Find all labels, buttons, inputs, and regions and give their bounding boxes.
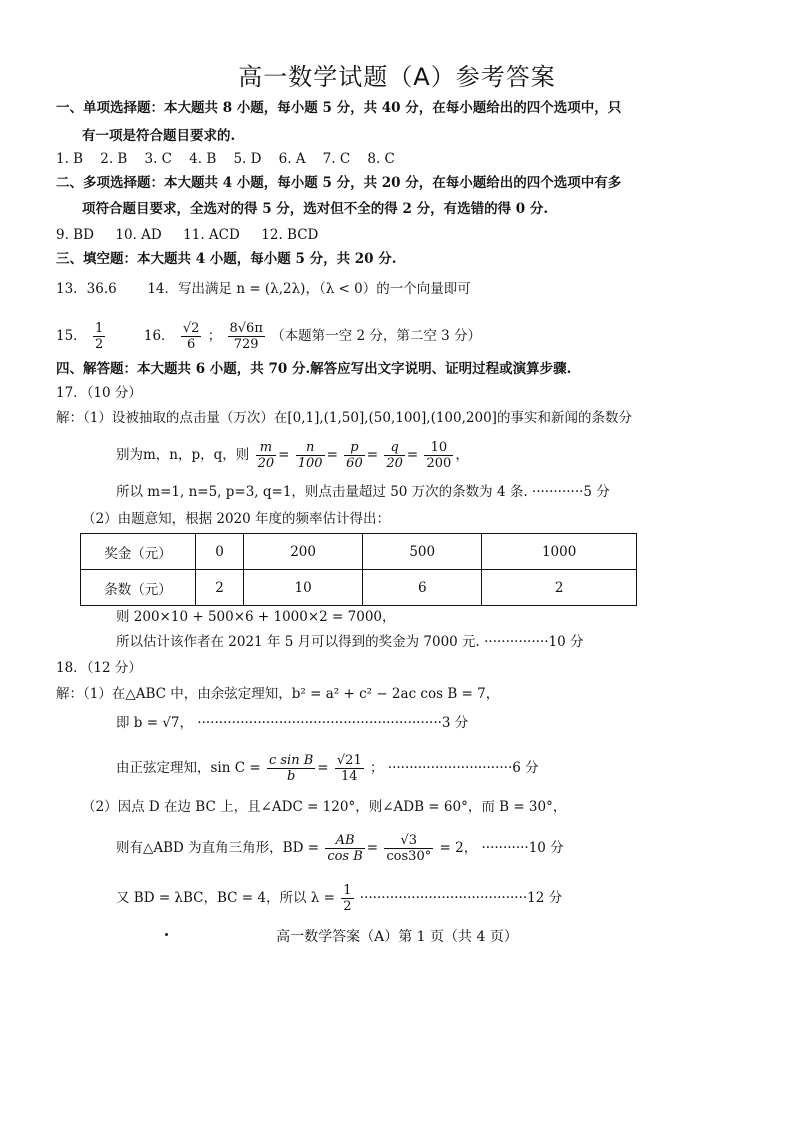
q17-f2-den: 100: [297, 456, 323, 471]
q17-fraction-q: [384, 440, 405, 471]
answer-15-label: 15．: [56, 328, 87, 344]
q18-f3-den: cos B: [327, 849, 363, 864]
q18-line5: 则有△ABD 为直角三角形，BD = $\frac{AB}{\text{cos B}}$ = $\frac{√3}{\cos 30^\circ}$ = 2， ···········10 分: [116, 833, 564, 864]
table-cell: 2: [482, 570, 637, 606]
section4-heading: 四、解答题：本大题共 6 小题，共 70 分.解答应写出文字说明、证明过程或演算步骤.: [56, 361, 572, 377]
q17-line1: 解：（1）设被抽取的点击量（万次）在[0,1],(1,50],(50,100],(100,200]的事实和新闻的条数分: [56, 410, 632, 426]
q17-heading: 17．（10 分）: [56, 385, 142, 401]
prize-frequency-table: [80, 533, 637, 606]
page-title: 高一数学试题（A）参考答案: [238, 63, 556, 91]
answer-15-16: 15． $\frac{1}{2}$ 16． $\frac{√2}{6}$ ； $\frac{8√6\pi}{729}$ （本题第一空 2 分，第二空 3 分）: [56, 321, 482, 352]
section1-answers: 1. B 2. B 3. C 4. B 5. D 6. A 7. C 8. C: [56, 151, 395, 167]
q17-line4: （2）由题意知，根据 2020 年度的频率估计得出：: [82, 511, 391, 527]
q17-f3-den: 60: [346, 456, 363, 471]
q18-bd-fraction: [325, 833, 364, 864]
q18-f4-den: cos30°: [386, 849, 432, 864]
q18-line2: 即 b = √7， ·························································3 分: [116, 715, 469, 731]
answer-15-fraction: [93, 321, 105, 352]
section1-heading-cont: 有一项是符合题目要求的.: [82, 128, 236, 144]
q18-f1-den: b: [286, 769, 296, 784]
q18-line5-text: 则有△ABD 为直角三角形，BD =: [116, 840, 320, 856]
section2-heading: 二、多项选择题：本大题共 4 小题，每小题 5 分，共 20 分，在每小题给出的四个选项中有多: [56, 175, 622, 191]
answer-16-note: （本题第一空 2 分，第二空 3 分）: [271, 328, 482, 344]
q17-f1-num: m: [256, 440, 277, 456]
q18-lambda-fraction: [341, 883, 353, 914]
q18-heading: 18．（12 分）: [56, 660, 142, 676]
section3-heading: 三、填空题：本大题共 4 小题，每小题 5 分，共 20 分.: [56, 251, 397, 267]
q18-sinc-value: [335, 753, 364, 784]
q17-f4-num: q: [384, 440, 405, 456]
answer-14-vector: n = (λ,2λ)，（λ < 0）的一个向量即可: [236, 281, 471, 297]
q18-sine-fraction: [267, 753, 315, 784]
table-cell: 10: [244, 570, 363, 606]
table-cell: 1000: [482, 534, 637, 570]
table-row: [81, 570, 637, 606]
q17-f5-num: 10: [424, 440, 453, 456]
table-cell: 200: [244, 534, 363, 570]
q17-f5-den: 200: [426, 456, 452, 471]
section1-heading: 一、单项选择题：本大题共 8 小题，每小题 5 分，共 40 分，在每小题给出的四个选项中，只: [56, 100, 622, 116]
answer-14-prefix: 14．写出满足: [147, 281, 233, 297]
q17-f3-num: p: [344, 440, 365, 456]
answer-16a-denominator: 6: [186, 337, 196, 352]
q17-f1-den: 20: [257, 456, 275, 471]
q17-f2-num: n: [296, 440, 325, 456]
q17-fraction-m: [256, 440, 277, 471]
q18-f2-den: 14: [341, 769, 358, 784]
q17-line3: 所以 m=1, n=5, p=3, q=1，则点击量超过 50 万次的条数为 4 条. ············5 分: [116, 484, 610, 500]
q17-fraction-p: [344, 440, 365, 471]
q17-f4-den: 20: [386, 456, 403, 471]
table-cell: 2: [196, 570, 244, 606]
table-cell: 0: [196, 534, 244, 570]
q18-f1-num: c sin B: [268, 753, 314, 768]
q18-line6-text: 又 BD = λBC，BC = 4，所以 λ =: [116, 890, 335, 906]
q18-line3-score: ； ·····························6 分: [370, 760, 539, 776]
answer-16b-numerator: 8√6π: [229, 321, 263, 336]
answer-16-second-fraction: [228, 321, 265, 352]
q18-line3-text: 由正弦定理知，sin C =: [116, 760, 261, 776]
q17-fraction-n: [296, 440, 325, 471]
q18-f3-num: AB: [325, 833, 364, 849]
table-cell: 500: [363, 534, 482, 570]
q18-f2-num: √21: [336, 753, 362, 768]
q18-line4: （2）因点 D 在边 BC 上，且∠ADC = 120°，则∠ADB = 60°，而 B = 30°，: [82, 799, 567, 815]
section2-answers: 9. BD 10. AD 11. ACD 12. BCD: [56, 227, 319, 243]
q18-line6-score: ·······································12 分: [359, 890, 563, 906]
q18-line5-score: = 2， ···········10 分: [439, 840, 564, 856]
table-cell: 奖金（元）: [81, 534, 196, 570]
answer-16b-denominator: 729: [233, 337, 259, 352]
q18-f4-num: √3: [384, 833, 433, 849]
answer-13: 13．36.6: [56, 281, 117, 297]
section2-heading-cont: 项符合题目要求，全选对的得 5 分，选对但不全的得 2 分，有选错的得 0 分.: [82, 201, 549, 217]
q17-fraction-total: [424, 440, 453, 471]
answer-15-numerator: 1: [94, 321, 104, 336]
page-footer: 高一数学答案（A）第 1 页（共 4 页）: [276, 929, 518, 945]
q18-line6: [116, 878, 562, 918]
q18-f5-num: 1: [343, 883, 352, 898]
q18-line1: 解：（1）在△ABC 中，由余弦定理知，b² = a² + c² − 2ac cos B = 7，: [56, 686, 500, 702]
answer-13-14: [56, 279, 471, 299]
q17-line5: 则 200×10 + 500×6 + 1000×2 = 7000，: [116, 609, 396, 625]
q18-bd-value: [384, 833, 433, 864]
answer-16a-numerator: √2: [182, 321, 200, 336]
table-cell: 6: [363, 570, 482, 606]
answer-15-denominator: 2: [94, 337, 104, 352]
table-row: [81, 534, 637, 570]
q18-f5-den: 2: [343, 899, 352, 914]
q17-line2: 别为m，n，p，q，则 $\frac{m}{20}$ = $\frac{n}{100}$ = $\frac{p}{60}$ = $\frac{q}{20}$ = $\frac{10}{200}$ ，: [116, 440, 469, 471]
answer-16-first-fraction: [181, 321, 202, 352]
q17-line2-text: 别为m，n，p，q，则: [116, 447, 250, 463]
q18-line3: 由正弦定理知，sin C = $\frac{\text{c sin B}}{b}$ = $\frac{√21}{14}$ ； ·····························6 分: [116, 753, 539, 784]
table-cell: 条数（元）: [81, 570, 196, 606]
answer-16-label: 16．: [143, 328, 175, 344]
q17-line6: 所以估计该作者在 2021 年 5 月可以得到的奖金为 7000 元. ···············10 分: [116, 634, 584, 650]
